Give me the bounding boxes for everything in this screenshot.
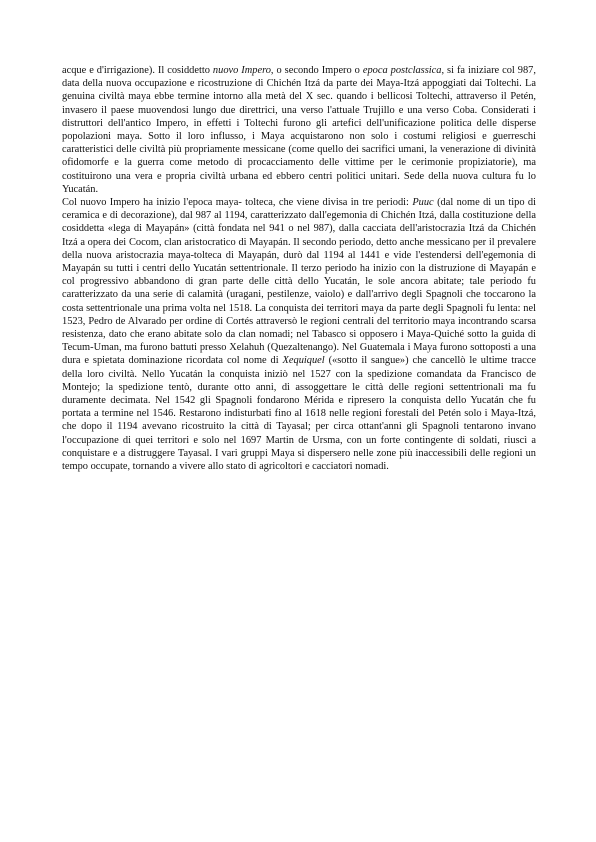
p1-span-1: acque e d'irrigazione). Il cosiddetto [62, 65, 213, 76]
p2-span-3: (dal nome di un tipo di ceramica e di decorazione), dal 987 al 1194, caratterizzato dall'egemonia di Chichén Itzá, dalla costituzione della cosiddetta «lega di Mayapán» (città fondata nel 941 o nel 987), dalla cacciata dell'aristocrazia Itzá da Chichén Itzá a opera dei Cocom, clan aristocratico di Mayapán. Il secondo periodo, detto anche messicano per il prevalere della nuova aristocrazia maya-tolteca di Mayapán, durò dal 1194 al 1441 e vide l'estendersi dell'egemonia di Mayapán su tutti i centri dello Yucatán settentrionale. Il terzo periodo ha inizio con la distruzione di Mayapán e col progressivo abbandono di gran parte delle città dello Yucatán, le sole ancora abitate; tale periodo fu caratterizzato da una serie di calamità (uragani, pestilenze, vaiolo) e dall'arrivo degli Spagnoli che toccarono la costa settentrionale una prima volta nel 1518. La conquista dei territori maya da parte degli Spagnoli fu lenta: nel 1523, Pedro de Alvarado per ordine di Cortés attraversò le regioni centrali del territorio maya incontrando scarsa resistenza, dato che erano abitate solo da clan nomadi; nel Tabasco si opposero i Maya-Quiché sotto la guida di Tecum-Uman, ma furono battuti presso Xelahuh (Quezaltenango). Nel Guatemala i Maya furono sottoposti a una dura e spietata dominazione ricordata col nome di [62, 197, 536, 367]
body-text [62, 64, 536, 473]
p2-italic-xequiquel: Xequiquel [282, 355, 325, 367]
p2-span-1: Col nuovo Impero ha inizio l'epoca maya- tolteca, che viene divisa in tre periodi: [62, 197, 413, 209]
paragraph-1 [62, 64, 536, 196]
p1-italic-nuovo-impero: nuovo Impero [212, 65, 271, 76]
p2-span-5: («sotto il sangue») che cancellò le ultime tracce della loro civiltà. Nello Yucatán la conquista iniziò nel 1527 con la spedizione comandata da Francisco de Montejo; la spedizione tentò, durante otto anni, di assoggettare le città delle regioni settentrionali ma fu duramente decimata. Nel 1542 gli Spagnoli fondarono Mérida e ripresero la conquista dello Yucatán che fu portata a termine nel 1546. Restarono indisturbati fino al 1618 nelle regioni forestali del Petén solo i Maya-Itzá, che dopo il 1194 avevano ricostruito la città di Tayasal; per circa ottant'anni gli Spagnoli tentarono invano l'occupazione di quei territori e solo nel 1697 Martin de Ursma, con un forte contingente di soldati, riuscì a conquistare e a distruggere Tayasal. I vari gruppi Maya si dispersero nelle zone più inaccessibili delle regioni un tempo occupate, tornando a vivere allo stato di agricoltori e cacciatori nomadi. [62, 355, 536, 473]
p1-span-3: , o secondo Impero o [270, 65, 363, 76]
p1-span-5: , si fa iniziare col 987, data della nuova occupazione e ricostruzione di Chichén Itzá da parte dei Maya-Itzá appoggiati dai Toltechi. La genuina civiltà maya ebbe termine intorno alla metà del X sec. quando i bellicosi Toltechi, attraverso il Petén, invasero il paese muovendosi lungo due direttrici, una verso l'attuale Trujillo e una verso Coba. Considerati i distruttori dell'antico Impero, in effetti i Toltechi furono gli artefici dell'unificazione politica delle disperse popolazioni maya. Sotto il loro influsso, i Maya acquistarono non solo i costumi religiosi e guerreschi caratteristici delle civiltà più propriamente messicane (come quello dei sacrifici umani, la venerazione di divinità ofidomorfe e la guerra come metodo di procacciamento delle vittime per le cerimonie propiziatorie), ma costituirono una vera e propria civiltà urbana ed ebbero centri politici unitari. Sede della nuova cultura fu lo Yucatán. [62, 65, 536, 195]
p2-italic-puuc: Puuc [412, 197, 434, 209]
paragraph-2 [62, 196, 536, 473]
p1-italic-epoca-postclassica: epoca postclassica [362, 65, 442, 76]
